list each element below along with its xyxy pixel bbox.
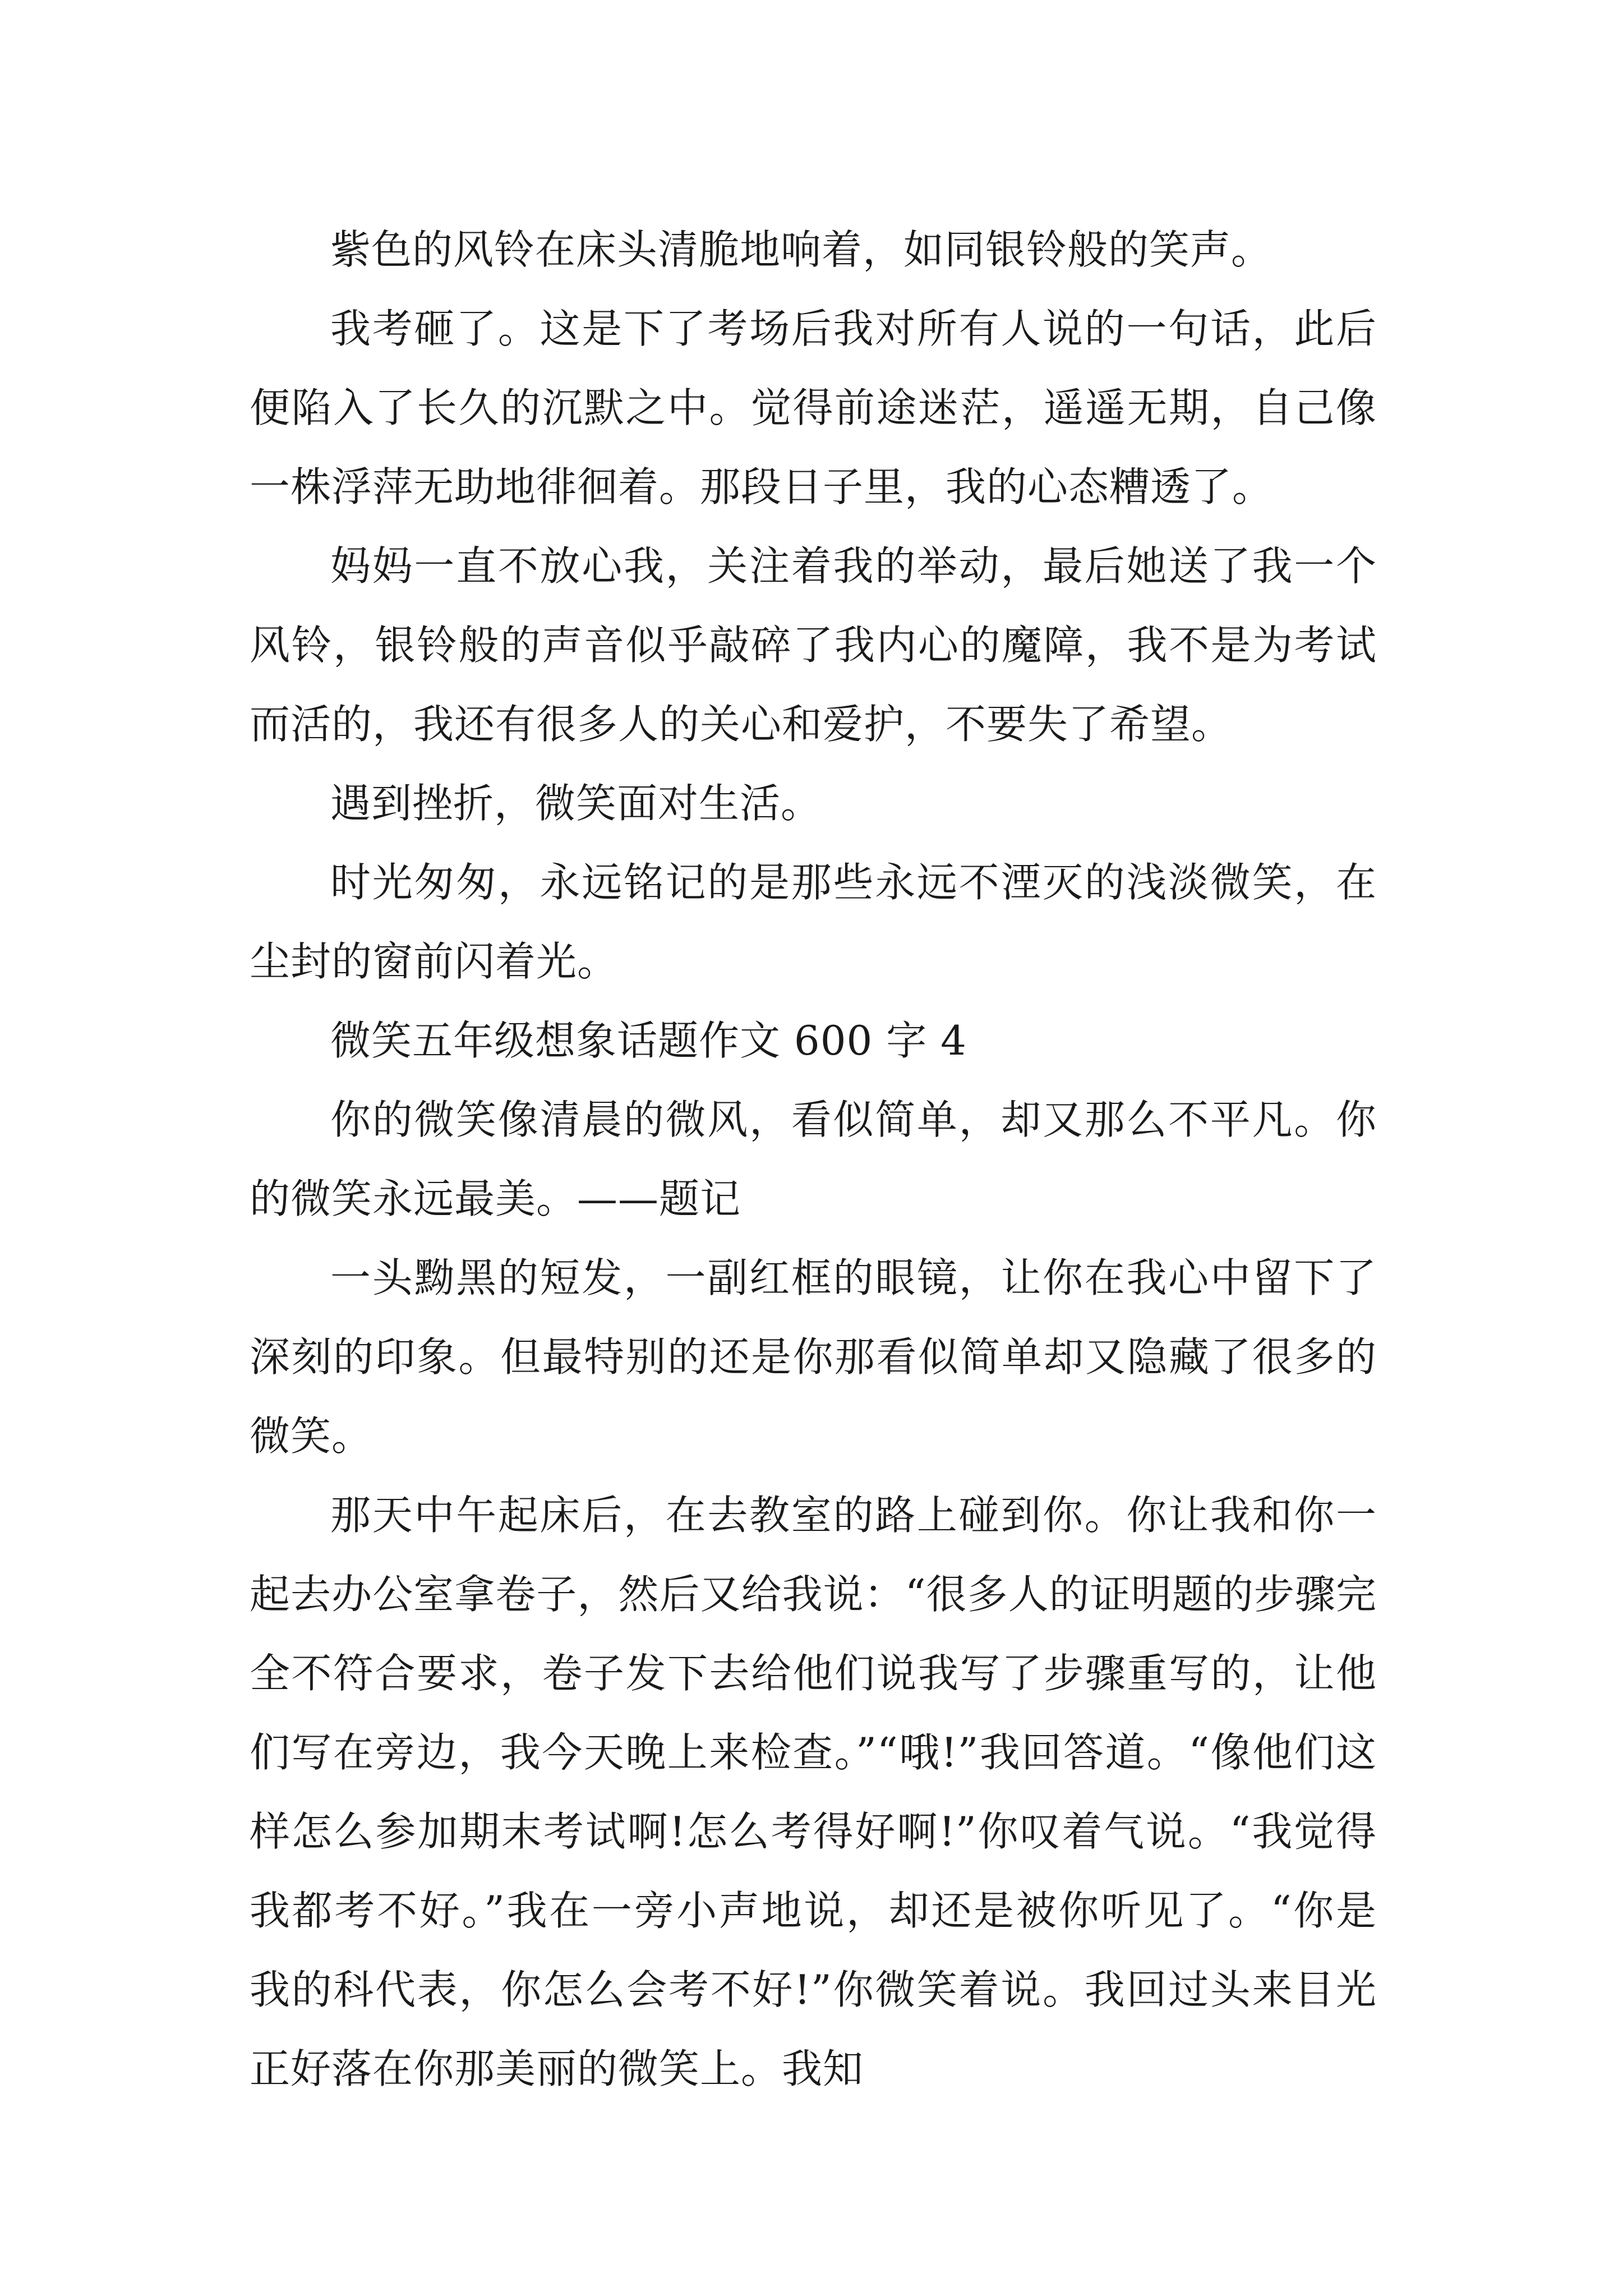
paragraph: 那天中午起床后，在去教室的路上碰到你。你让我和你一起去办公室拿卷子，然后又给我说：“很多人的证明题的步骤完全不符合要求，卷子发下去给他们说我写了步骤重写的，让他们写在旁边，我今天晚上来检查。”“哦!”我回答道。“像他们这样怎么参加期末考试啊!怎么考得好啊!”你叹着气说。“我觉得我都考不好。”我在一旁小声地说，却还是被你听见了。“你是我的科代表，你怎么会考不好!”你微笑着说。我回过头来目光正好落在你那美丽的微笑上。我知: [250, 1492, 1377, 2092]
paragraph: 你的微笑像清晨的微风，看似简单，却又那么不平凡。你的微笑永远最美。——题记: [250, 1096, 1377, 1222]
paragraph: 我考砸了。这是下了考场后我对所有人说的一句话，此后便陷入了长久的沉默之中。觉得前途迷茫，遥遥无期，自己像一株浮萍无助地徘徊着。那段日子里，我的心态糟透了。: [250, 305, 1377, 510]
paragraph: 一头黝黑的短发，一副红框的眼镜，让你在我心中留下了深刻的印象。但最特别的还是你那看似简单却又隐藏了很多的微笑。: [250, 1254, 1377, 1460]
document-body: [250, 210, 1377, 2109]
paragraph: 紫色的风铃在床头清脆地响着，如同银铃般的笑声。: [330, 226, 1272, 273]
paragraph: 时光匆匆，永远铭记的是那些永远不湮灭的浅淡微笑，在尘封的窗前闪着光。: [250, 859, 1377, 985]
section-title: 微笑五年级想象话题作文 600 字 4: [330, 1017, 967, 1064]
paragraph: 遇到挫折，微笑面对生活。: [330, 780, 822, 827]
paragraph: 妈妈一直不放心我，关注着我的举动，最后她送了我一个风铃，银铃般的声音似乎敲碎了我内心的魔障，我不是为考试而活的，我还有很多人的关心和爱护，不要失了希望。: [250, 542, 1377, 748]
